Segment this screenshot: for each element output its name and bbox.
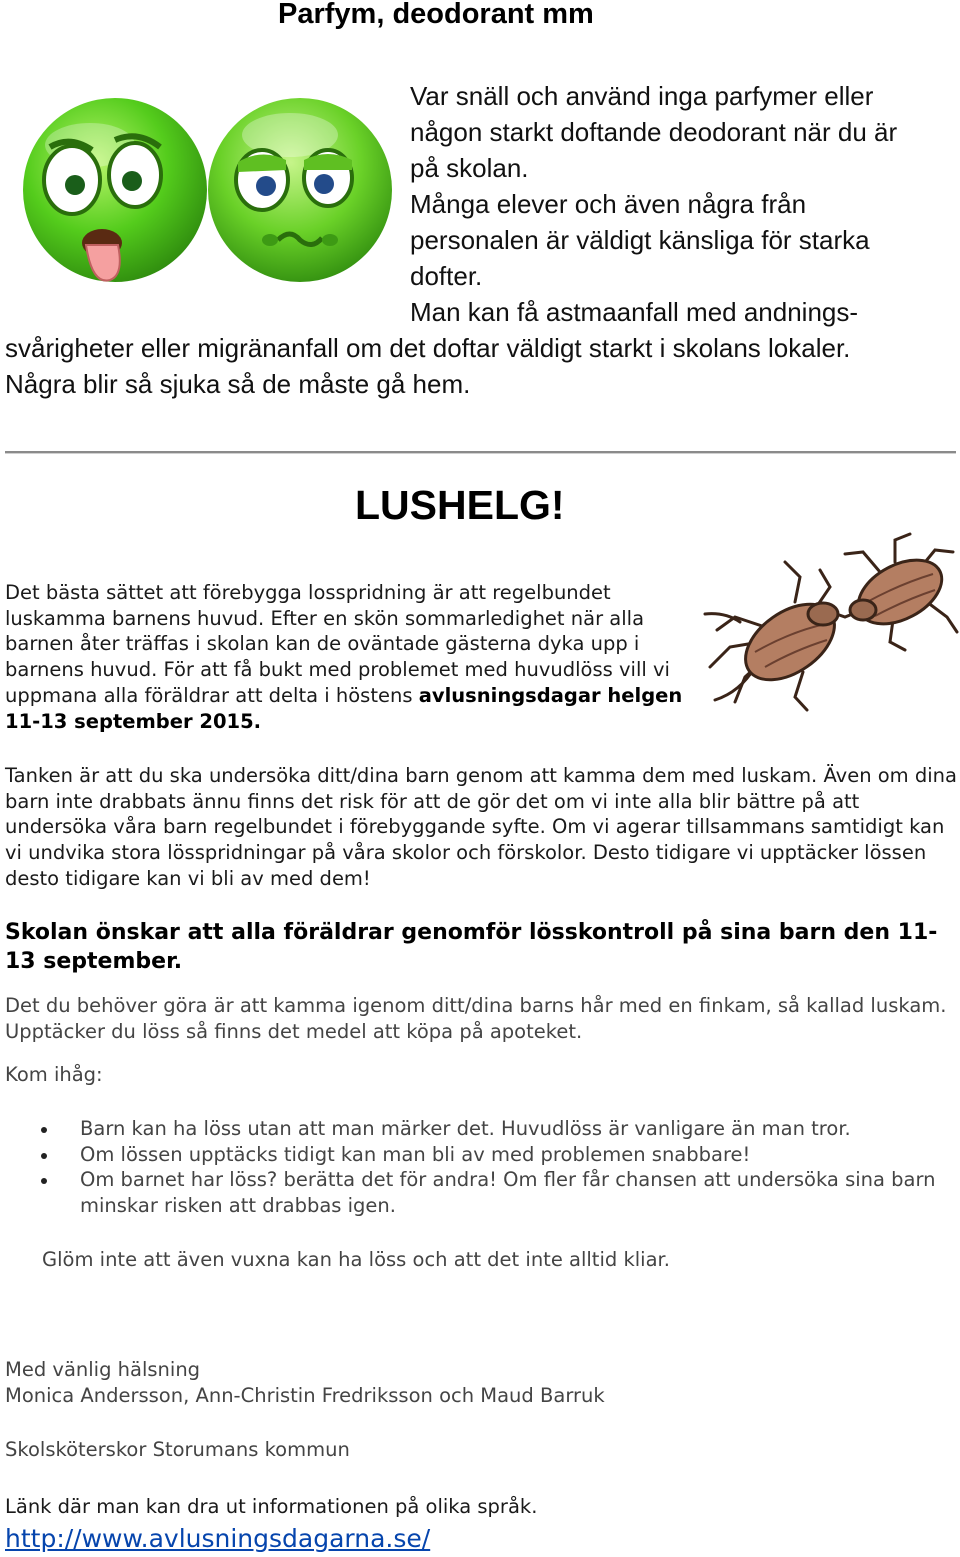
text-line: Man kan få astmaanfall med andnings- — [410, 297, 859, 327]
text-line: Några blir så sjuka så de måste gå hem. — [5, 369, 471, 399]
text-line: svårigheter eller migränanfall om det doftar väldigt starkt i skolans lokaler. — [5, 333, 851, 363]
perfume-heading: Parfym, deodorant mm — [278, 0, 594, 30]
lice-paragraph-text: Det bästa sättet att förebygga losspridning är att regelbundet luskamma barnens huvud. Efter en skön sommarledighet när alla barnen åter träffas i skolan kan de oväntade gästerna dyka upp i barnens huvud. För att få bukt med problemet med huvudlöss vill vi uppmana alla föräldrar att delta i höstens — [5, 581, 670, 707]
lice-paragraph-intro — [5, 580, 685, 734]
text-line: dofter. — [410, 261, 483, 291]
sick-smiley-icon — [20, 95, 230, 295]
text-line: Var snäll och använd inga parfymer eller — [410, 81, 874, 111]
list-item: Om barnet har löss? berätta det för andra! Om fler får chansen att undersöka sina barn minskar risken att drabbas igen. — [30, 1167, 960, 1218]
list-item: Om lössen upptäcks tidigt kan man bli av med problemen snabbare! — [30, 1142, 960, 1168]
list-item: Barn kan ha löss utan att man märker det. Huvudlöss är vanligare än man tror. — [30, 1116, 960, 1142]
text-line: någon starkt doftande deodorant när du är — [410, 117, 898, 147]
head-louse-icon — [695, 532, 960, 722]
section-divider — [5, 451, 956, 453]
link-intro: Länk där man kan dra ut informationen på olika språk. — [5, 1495, 538, 1518]
info-link[interactable]: http://www.avlusningsdagarna.se/ — [5, 1524, 431, 1553]
text-line: Många elever och även några från — [410, 189, 807, 219]
text-line: personalen är väldigt känsliga för starka — [410, 225, 870, 255]
nauseous-smiley-icon — [200, 90, 400, 290]
lice-request: Skolan önskar att alla föräldrar genomför lösskontroll på sina barn den 11-13 september. — [5, 920, 938, 974]
perfume-intro-text — [410, 78, 950, 330]
signer-title: Skolsköterskor Storumans kommun — [5, 1438, 350, 1461]
perfume-intro-continued — [5, 330, 955, 402]
lice-paragraph-check: Tanken är att du ska undersöka ditt/dina barn genom att kamma dem med luskam. Även om dina barn inte drabbats ännu finns det risk för att de gör det om vi inte alla blir bättre på att undersöka våra barn regelbundet i förebyggande syfte. Om vi agerar tillsammans samtidigt kan vi undvika stora lösspridningar på våra skolor och förskolor. Desto tidigare vi upptäcker lössen desto tidigare kan vi bli av med dem! — [5, 764, 957, 890]
text-line: på skolan. — [410, 153, 529, 183]
remember-label: Kom ihåg: — [5, 1063, 103, 1086]
greeting: Med vänlig hälsning — [5, 1358, 201, 1381]
lice-howto: Det du behöver göra är att kamma igenom ditt/dina barns hår med en finkam, så kallad luskam. Upptäcker du löss så finns det medel att köpa på apoteket. — [5, 994, 947, 1043]
remember-list — [30, 1116, 960, 1219]
signers: Monica Andersson, Ann-Christin Fredriksson och Maud Barruk — [5, 1384, 605, 1407]
forget-note: Glöm inte att även vuxna kan ha löss och att det inte alltid kliar. — [42, 1248, 670, 1271]
lice-weekend-dates: avlusningsdagar helgen 11-13 september 2015. — [5, 683, 683, 733]
lice-heading: LUSHELG! — [355, 482, 565, 528]
